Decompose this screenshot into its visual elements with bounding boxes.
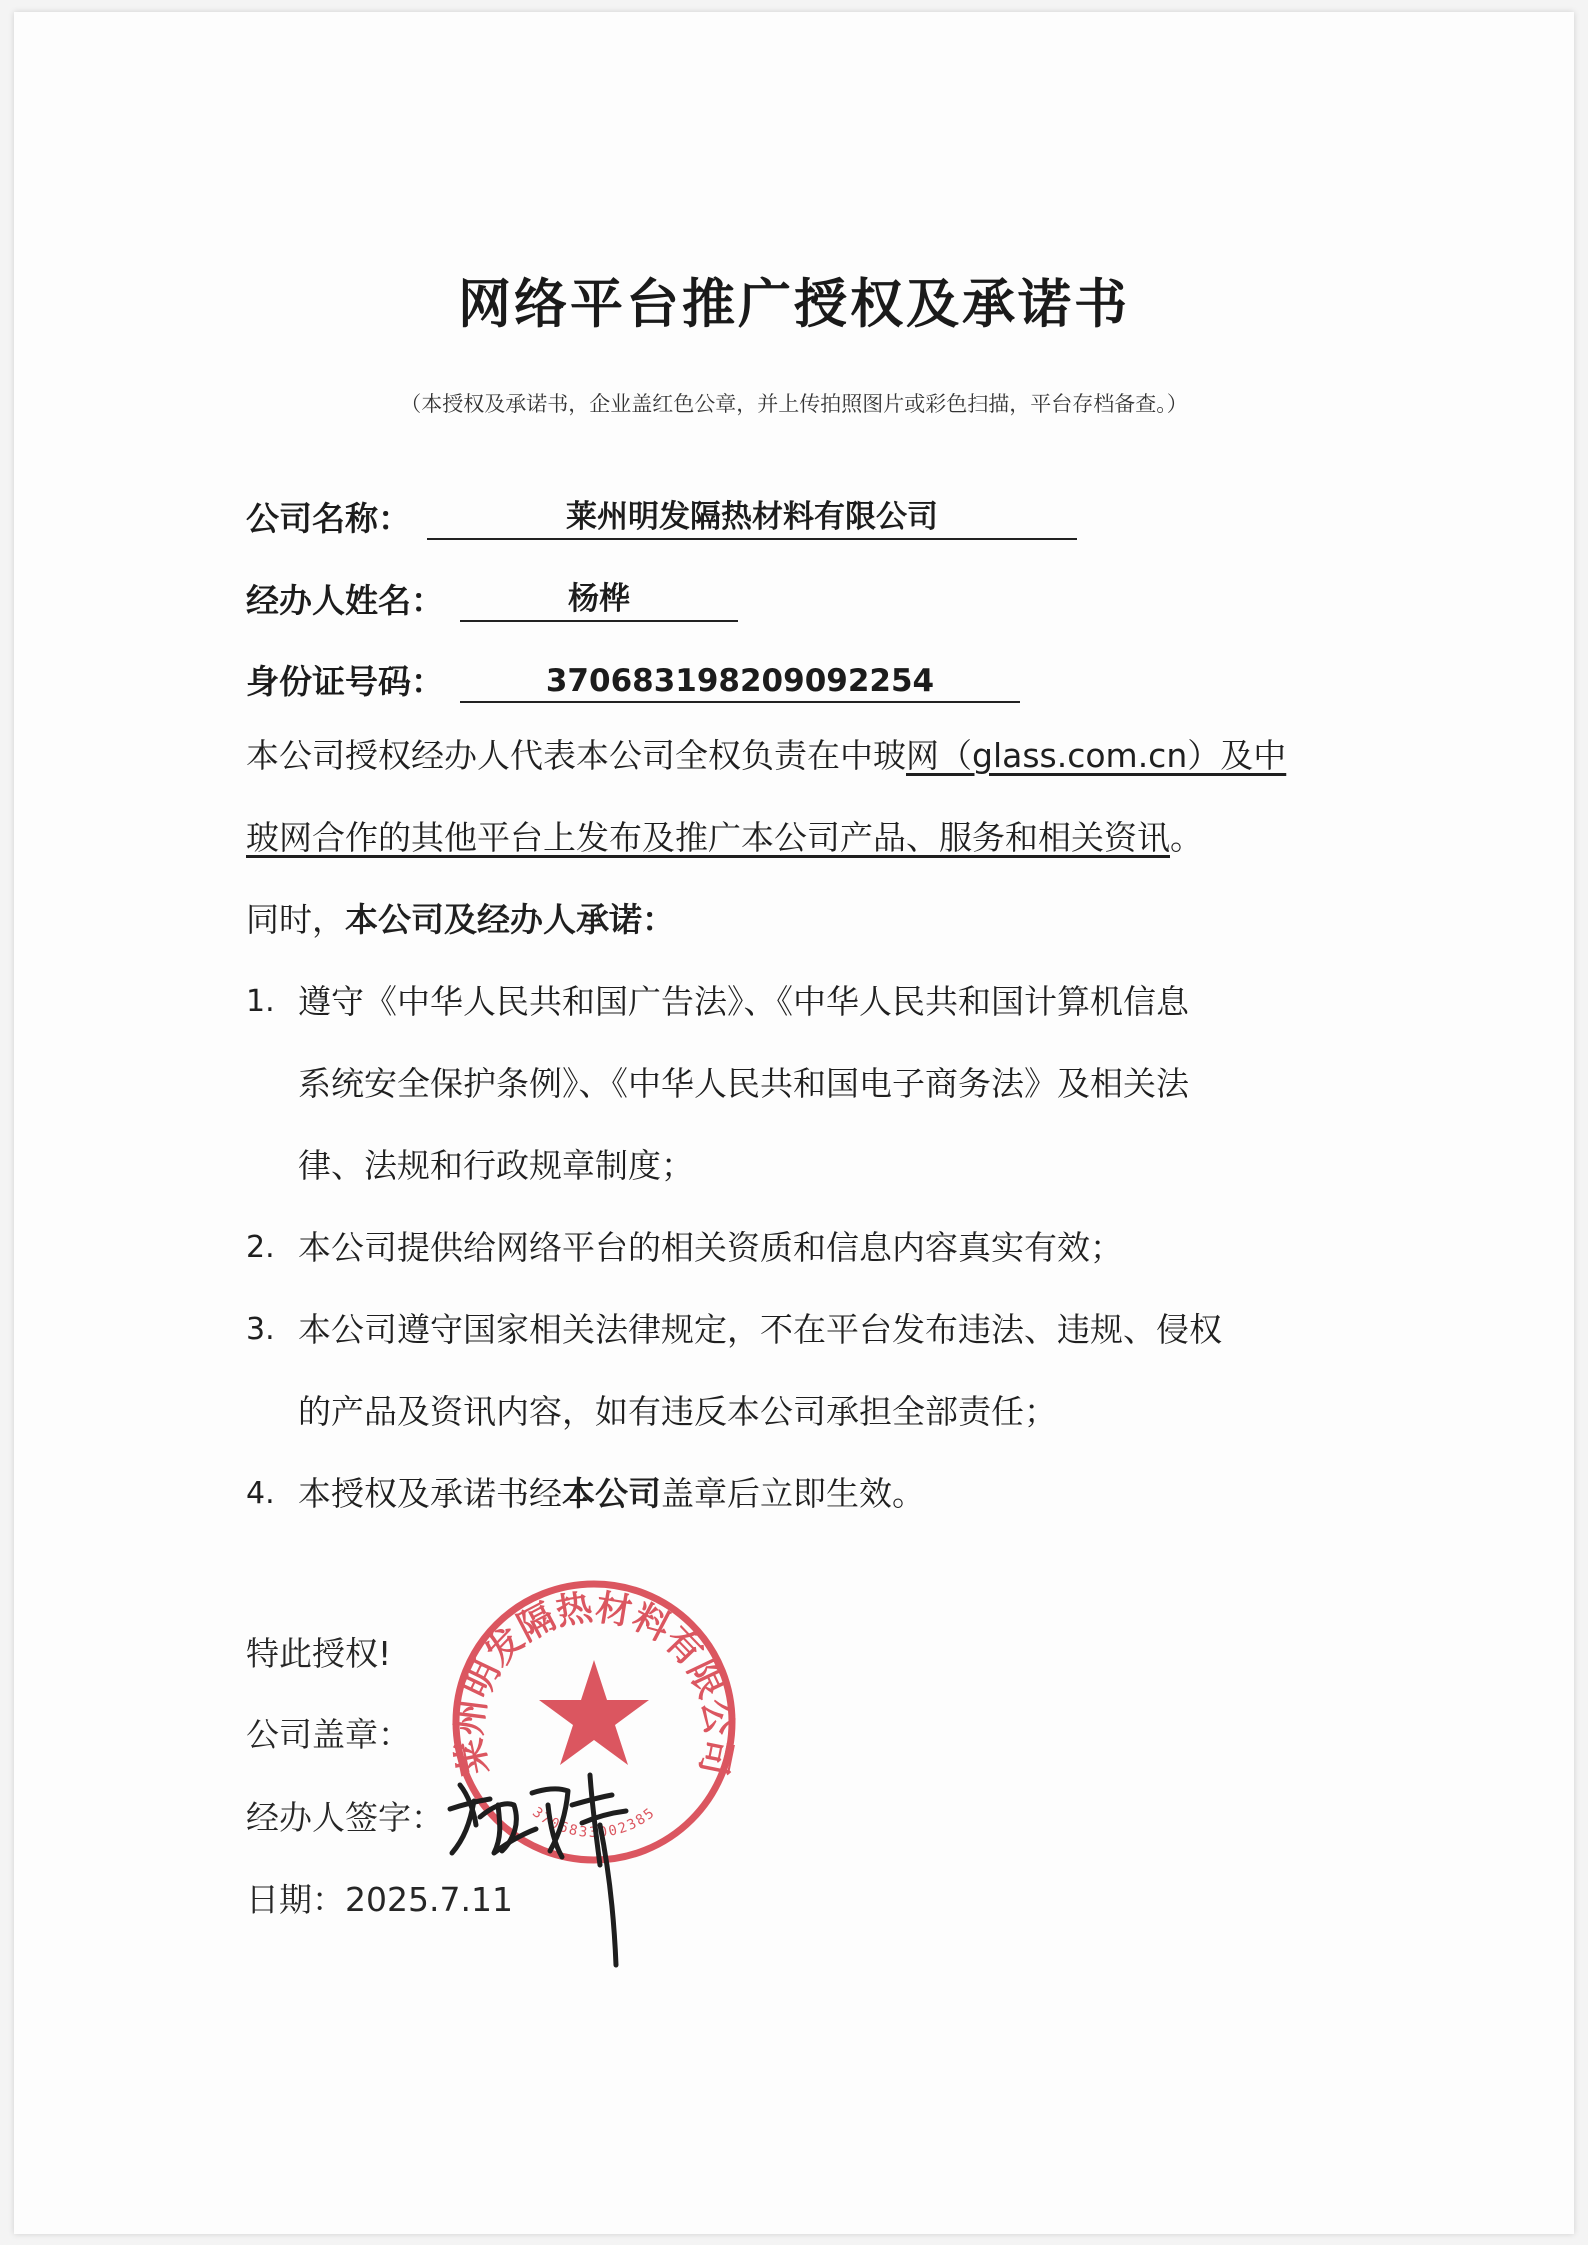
item-3-line-1: 本公司遵守国家相关法律规定，不在平台发布违法、违规、侵权 — [298, 1310, 1222, 1349]
statement-line-2a: 玻网合作的其他平台上发布及推广本公司产品、服务和相关资讯 — [246, 818, 1170, 857]
promise-b: 本公司及经办人承诺： — [345, 900, 675, 939]
agent-label: 经办人姓名： — [246, 581, 444, 620]
agent-field — [246, 562, 738, 622]
item-1-line-1: 遵守《中华人民共和国广告法》、《中华人民共和国计算机信息 — [298, 982, 1189, 1021]
stamp-company-text: 莱州明发隔热材料有限公司 — [447, 1586, 741, 1779]
stamp-star-icon — [539, 1660, 649, 1765]
company-field — [246, 480, 1077, 540]
agent-value: 杨桦 — [460, 573, 738, 622]
id-field — [246, 643, 1020, 703]
item-2-line-1: 本公司提供给网络平台的相关资质和信息内容真实有效； — [298, 1228, 1123, 1267]
item-4-number: 4. — [246, 1476, 275, 1511]
authorize-text: 特此授权! — [246, 1634, 392, 1673]
company-value: 莱州明发隔热材料有限公司 — [427, 491, 1077, 540]
promise-intro — [246, 898, 675, 942]
document-title: 网络平台推广授权及承诺书 — [458, 273, 1130, 335]
item-4-part-b: 盖章后立即生效。 — [661, 1474, 925, 1513]
item-3-number: 3. — [246, 1312, 275, 1347]
item-1-line-2: 系统安全保护条例》、《中华人民共和国电子商务法》及相关法 — [298, 1064, 1189, 1103]
agent-signature — [440, 1765, 680, 1975]
statement-line-1 — [246, 734, 1286, 778]
sign-label: 经办人签字： — [246, 1798, 444, 1837]
item-1-line-3: 律、法规和行政规章制度； — [298, 1146, 694, 1185]
seal-label: 公司盖章： — [246, 1715, 411, 1754]
item-1-number: 1. — [246, 984, 275, 1019]
promise-a: 同时， — [246, 900, 345, 939]
item-4-part-a: 本授权及承诺书经 — [298, 1474, 562, 1513]
statement-line-1a: 本公司授权经办人代表本公司全权负责在中玻 — [246, 736, 906, 775]
date-value: 2025.7.11 — [345, 1880, 513, 1919]
item-4-line-1 — [298, 1472, 925, 1516]
date-label: 日期： — [246, 1880, 345, 1919]
stamp-code-text: 3706833002385 — [529, 1804, 659, 1842]
item-2-number: 2. — [246, 1230, 275, 1265]
item-3-line-2: 的产品及资讯内容，如有违反本公司承担全部责任； — [298, 1392, 1057, 1431]
id-value: 370683198209092254 — [460, 663, 1020, 703]
item-4-bold: 本公司 — [562, 1474, 661, 1513]
statement-line-2b: 。 — [1170, 818, 1203, 857]
document-subtitle: （本授权及承诺书，企业盖红色公章，并上传拍照图片或彩色扫描，平台存档备查。） — [400, 392, 1188, 416]
statement-line-2 — [246, 816, 1203, 860]
id-label: 身份证号码： — [246, 662, 444, 701]
company-label: 公司名称： — [246, 499, 411, 538]
statement-line-1b: 网（glass.com.cn）及中 — [906, 736, 1287, 775]
